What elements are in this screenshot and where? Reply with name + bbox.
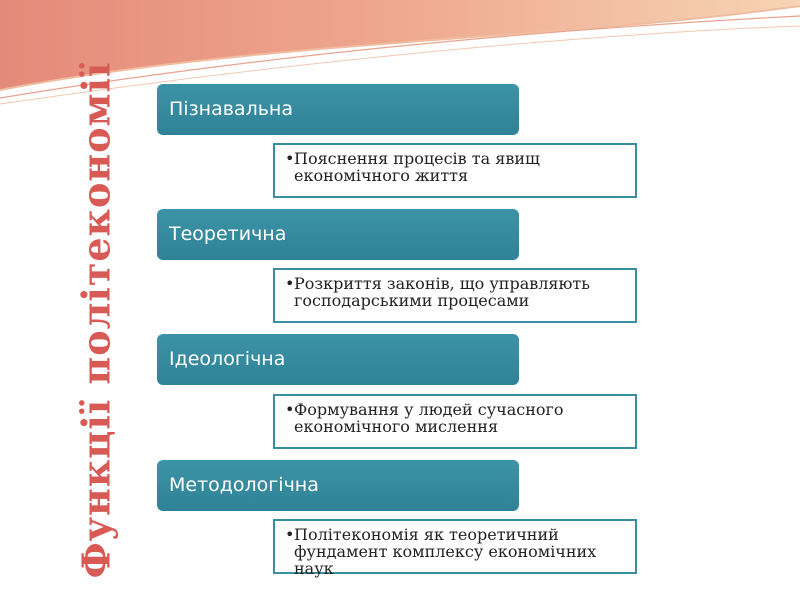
function-description: Розкриття законів, що управляють господарськими процесами <box>294 274 590 310</box>
bullet-icon: • <box>285 149 295 168</box>
function-header-ideological: Ідеологічна <box>157 334 519 385</box>
function-detail-cognitive <box>273 143 637 198</box>
function-description: Політекономія як теоретичний фундамент комплексу економічних наук <box>294 525 597 578</box>
slide-title: Функції політекономії <box>73 61 119 579</box>
bullet-icon: • <box>285 525 295 544</box>
function-detail-methodological <box>273 519 637 578</box>
function-detail-theoretical <box>273 268 637 323</box>
bullet-icon: • <box>285 400 295 419</box>
function-header-methodological: Методологічна <box>157 460 519 511</box>
function-detail-ideological <box>273 394 637 449</box>
function-header-theoretical: Теоретична <box>157 209 519 260</box>
bullet-icon: • <box>285 274 295 293</box>
function-description: Формування у людей сучасного економічного мислення <box>294 400 564 436</box>
function-header-cognitive: Пізнавальна <box>157 84 519 135</box>
function-description: Пояснення процесів та явищ економічного життя <box>294 149 540 185</box>
